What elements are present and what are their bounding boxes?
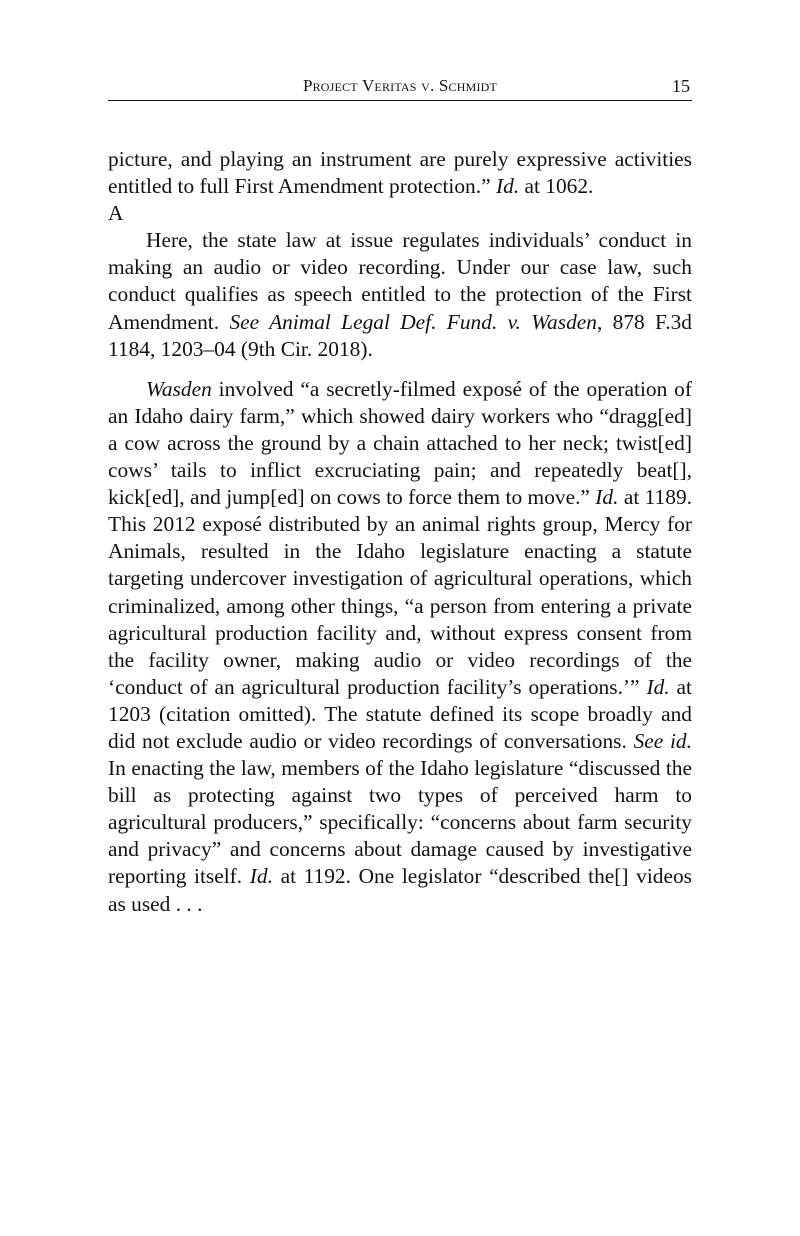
p3-text-3: at 1203 (citation omitted). The statute defined its scope broadly and did not exclude audio or video recordings of conversations. — [108, 674, 692, 753]
paragraph-wasden — [108, 376, 692, 918]
citation-id-1: Id. — [595, 485, 619, 510]
p1-text-end: at 1062. — [524, 174, 594, 199]
citation-id-2: Id. — [646, 674, 670, 699]
citation-see-id: See id. — [633, 728, 692, 753]
citation-id-3: Id. — [249, 864, 273, 889]
opinion-body — [108, 146, 692, 918]
case-name-wasden: Wasden — [146, 376, 212, 401]
section-heading: A — [108, 201, 124, 226]
page-number: 15 — [672, 76, 690, 96]
citation-id: Id. — [495, 174, 520, 199]
p3-text-5: at 1192. One legislator “described the[] videos as used . . . — [108, 864, 692, 916]
p1-text: picture, and playing an instrument are purely expressive activities entitled to full First Amendment protection.” — [108, 147, 692, 199]
running-title: Project Veritas v. Schmidt — [302, 76, 498, 95]
p2-citation-detail: , 878 F.3d 1184, 1203–04 (9th Cir. 2018). — [108, 309, 692, 361]
running-header — [108, 76, 692, 101]
paragraph-continued — [108, 146, 692, 200]
paragraph-state-law — [108, 227, 692, 362]
p2-text: Here, the state law at issue regulates individuals’ conduct in making an audio or video recording. Under our case law, such conduct qualifies as speech entitled to the protection of the First Amendment. — [108, 228, 692, 334]
citation-wasden: See Animal Legal Def. Fund. v. Wasden — [229, 309, 597, 334]
p3-text-1: involved “a secretly-filmed exposé of the operation of an Idaho dairy farm,” which showed dairy workers who “dragg[ed] a cow across the ground by a chain attached to her neck; twist[ed] cows’ tails to inflict excruciating pain; and repeatedly beat[], kick[ed], and jump[ed] on cows to force them to move.” — [108, 376, 692, 510]
p3-text-4: In enacting the law, members of the Idaho legislature “discussed the bill as protecting against two types of perceived harm to agricultural producers,” specifically: “concerns about farm security and privacy” and concerns about damage caused by investigative reporting itself. — [108, 756, 692, 889]
p3-text-2: at 1189. This 2012 exposé distributed by an animal rights group, Mercy for Animals, resulted in the Idaho legislature enacting a statute targeting undercover investigation of agricultural operations, which criminalized, among other things, “a person from entering a private agricultural production facility and, without express consent from the facility owner, making audio or video recordings of the ‘conduct of an agricultural production facility’s operations.’” — [108, 485, 692, 699]
